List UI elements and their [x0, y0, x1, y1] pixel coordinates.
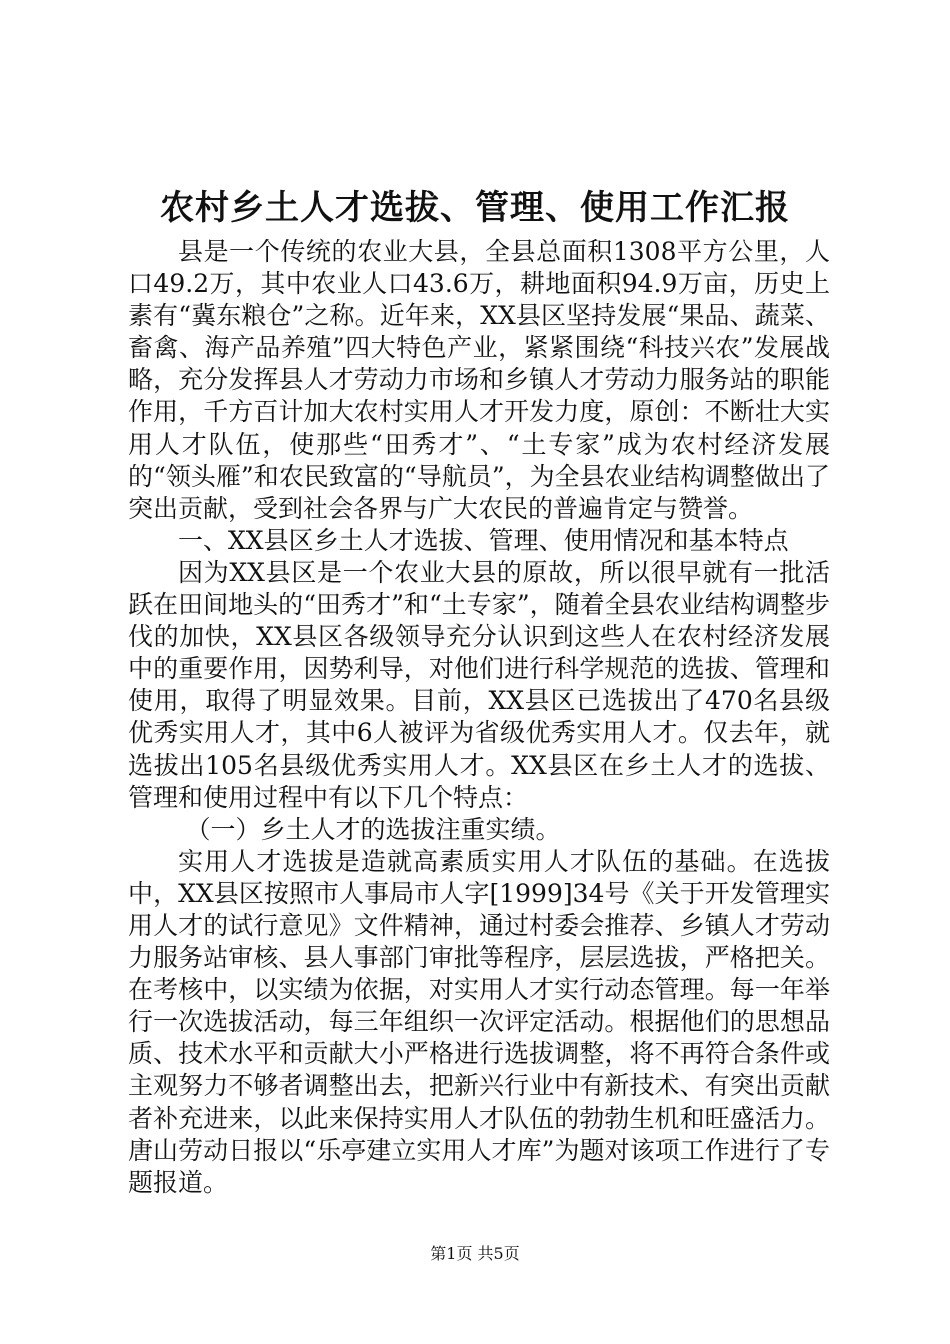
subsection-heading: （一）乡土人才的选拔注重实绩。 [185, 814, 561, 844]
section-heading: 一、XX县区乡土人才选拔、管理、使用情况和基本特点 [178, 525, 789, 555]
section-paragraph: 因为XX县区是一个农业大县的原故，所以很早就有一批活跃在田间地头的“田秀才”和“土专家”，随着全县农业结构调整步伐的加快，XX县区各级领导充分认识到这些人在农村经济发展中的重要作用，因势利导，对他们进行科学规范的选拔、管理和使用，取得了明显效果。目前，XX县区已选拔出了470名县级优秀实用人才，其中6人被评为省级优秀实用人才。仅去年，就选拔出105名县级优秀实用人才。XX县区在乡土人才的选拔、管理和使用过程中有以下几个特点： [128, 557, 830, 812]
document-body [128, 236, 830, 1199]
page-footer: 第1页 共5页 [430, 1244, 520, 1263]
intro-paragraph: 县是一个传统的农业大县，全县总面积1308平方公里，人口49.2万，其中农业人口43.6万，耕地面积94.9万亩，历史上素有“冀东粮仓”之称。近年来，XX县区坚持发展“果品、蔬菜、畜禽、海产品养殖”四大特色产业，紧紧围绕“科技兴农”发展战略，充分发挥县人才劳动力市场和乡镇人才劳动力服务站的职能作用，千方百计加大农村实用人才开发力度，原创：不断壮大实用人才队伍，使那些“田秀才”、“土专家”成为农村经济发展的“领头雁”和农民致富的“导航员”，为全县农业结构调整做出了突出贡献，受到社会各界与广大农民的普遍肯定与赞誉。 [128, 237, 830, 523]
document-title: 农村乡土人才选拔、管理、使用工作汇报 [160, 188, 790, 228]
subsection-paragraph: 实用人才选拔是造就高素质实用人才队伍的基础。在选拔中，XX县区按照市人事局市人字[1999]34号《关于开发管理实用人才的试行意见》文件精神，通过村委会推荐、乡镇人才劳动力服务站审核、县人事部门审批等程序，层层选拔，严格把关。在考核中，以实绩为依据，对实用人才实行动态管理。每一年举行一次选拔活动，每三年组织一次评定活动。根据他们的思想品质、技术水平和贡献大小严格进行选拔调整，将不再符合条件或主观努力不够者调整出去，把新兴行业中有新技术、有突出贡献者补充进来，以此来保持实用人才队伍的勃勃生机和旺盛活力。唐山劳动日报以“乐亭建立实用人才库”为题对该项工作进行了专题报道。 [128, 846, 830, 1197]
